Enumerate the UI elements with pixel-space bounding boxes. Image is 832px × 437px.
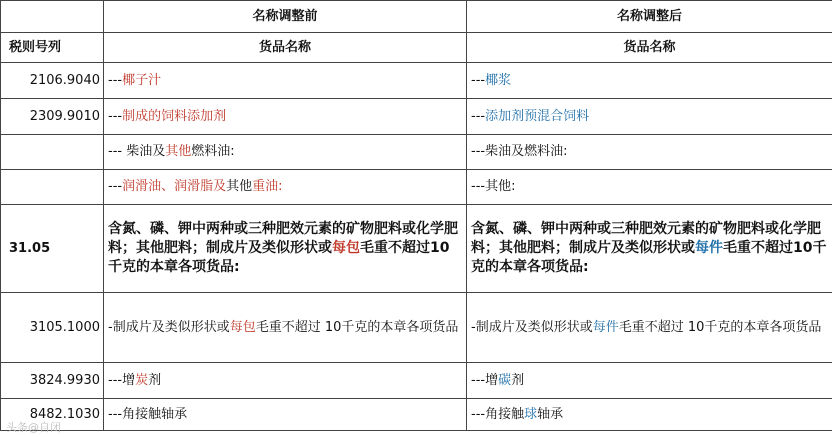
table-row [1,135,832,170]
after-goods-header: 货品名称 [467,33,832,63]
tariff-code [1,135,104,170]
after-name: ---其他: [467,170,832,205]
after-name: -制成片及类似形状或每件毛重不超过 10千克的本章各项货品 [467,293,832,363]
tariff-code [1,170,104,205]
before-name: 含氮、磷、钾中两种或三种肥效元素的矿物肥料或化学肥料；其他肥料；制成片及类似形状或每包毛重不超过10千克的本章各项货品: [104,205,467,293]
tariff-code: 3105.1000 [1,293,104,363]
table-row [1,205,832,293]
tariff-code: 8482.1030 [1,399,104,431]
before-goods-header: 货品名称 [104,33,467,63]
after-name: 含氮、磷、钾中两种或三种肥效元素的矿物肥料或化学肥料；其他肥料；制成片及类似形状或每件毛重不超过10千克的本章各项货品: [467,205,832,293]
tariff-code: 2106.9040 [1,63,104,99]
after-name: ---椰浆 [467,63,832,99]
watermark: 头条@自闭 [6,421,61,434]
table-row [1,363,832,399]
after-name: ---添加剂预混合饲料 [467,99,832,135]
after-header: 名称调整后 [467,1,832,33]
before-header: 名称调整前 [104,1,467,33]
tariff-code: 31.05 [1,205,104,293]
table-row [1,99,832,135]
tariff-code: 2309.9010 [1,99,104,135]
table-row [1,170,832,205]
before-name: --- 柴油及其他燃料油: [104,135,467,170]
after-name: ---增碳剂 [467,363,832,399]
before-name: ---椰子汁 [104,63,467,99]
empty-corner-cell [1,1,104,33]
before-name: ---润滑油、润滑脂及其他重油: [104,170,467,205]
table-row [1,63,832,99]
header-row-1 [1,1,832,33]
before-name: -制成片及类似形状或每包毛重不超过 10千克的本章各项货品 [104,293,467,363]
table-row [1,293,832,363]
before-name: ---制成的饲料添加剂 [104,99,467,135]
after-name: ---柴油及燃料油: [467,135,832,170]
code-column-header: 税则号列 [1,33,104,63]
before-name: ---增炭剂 [104,363,467,399]
header-row-2 [1,33,832,63]
table-row [1,399,832,431]
tariff-code: 3824.9930 [1,363,104,399]
after-name: ---角接触球轴承 [467,399,832,431]
before-name: ---角接触轴承 [104,399,467,431]
